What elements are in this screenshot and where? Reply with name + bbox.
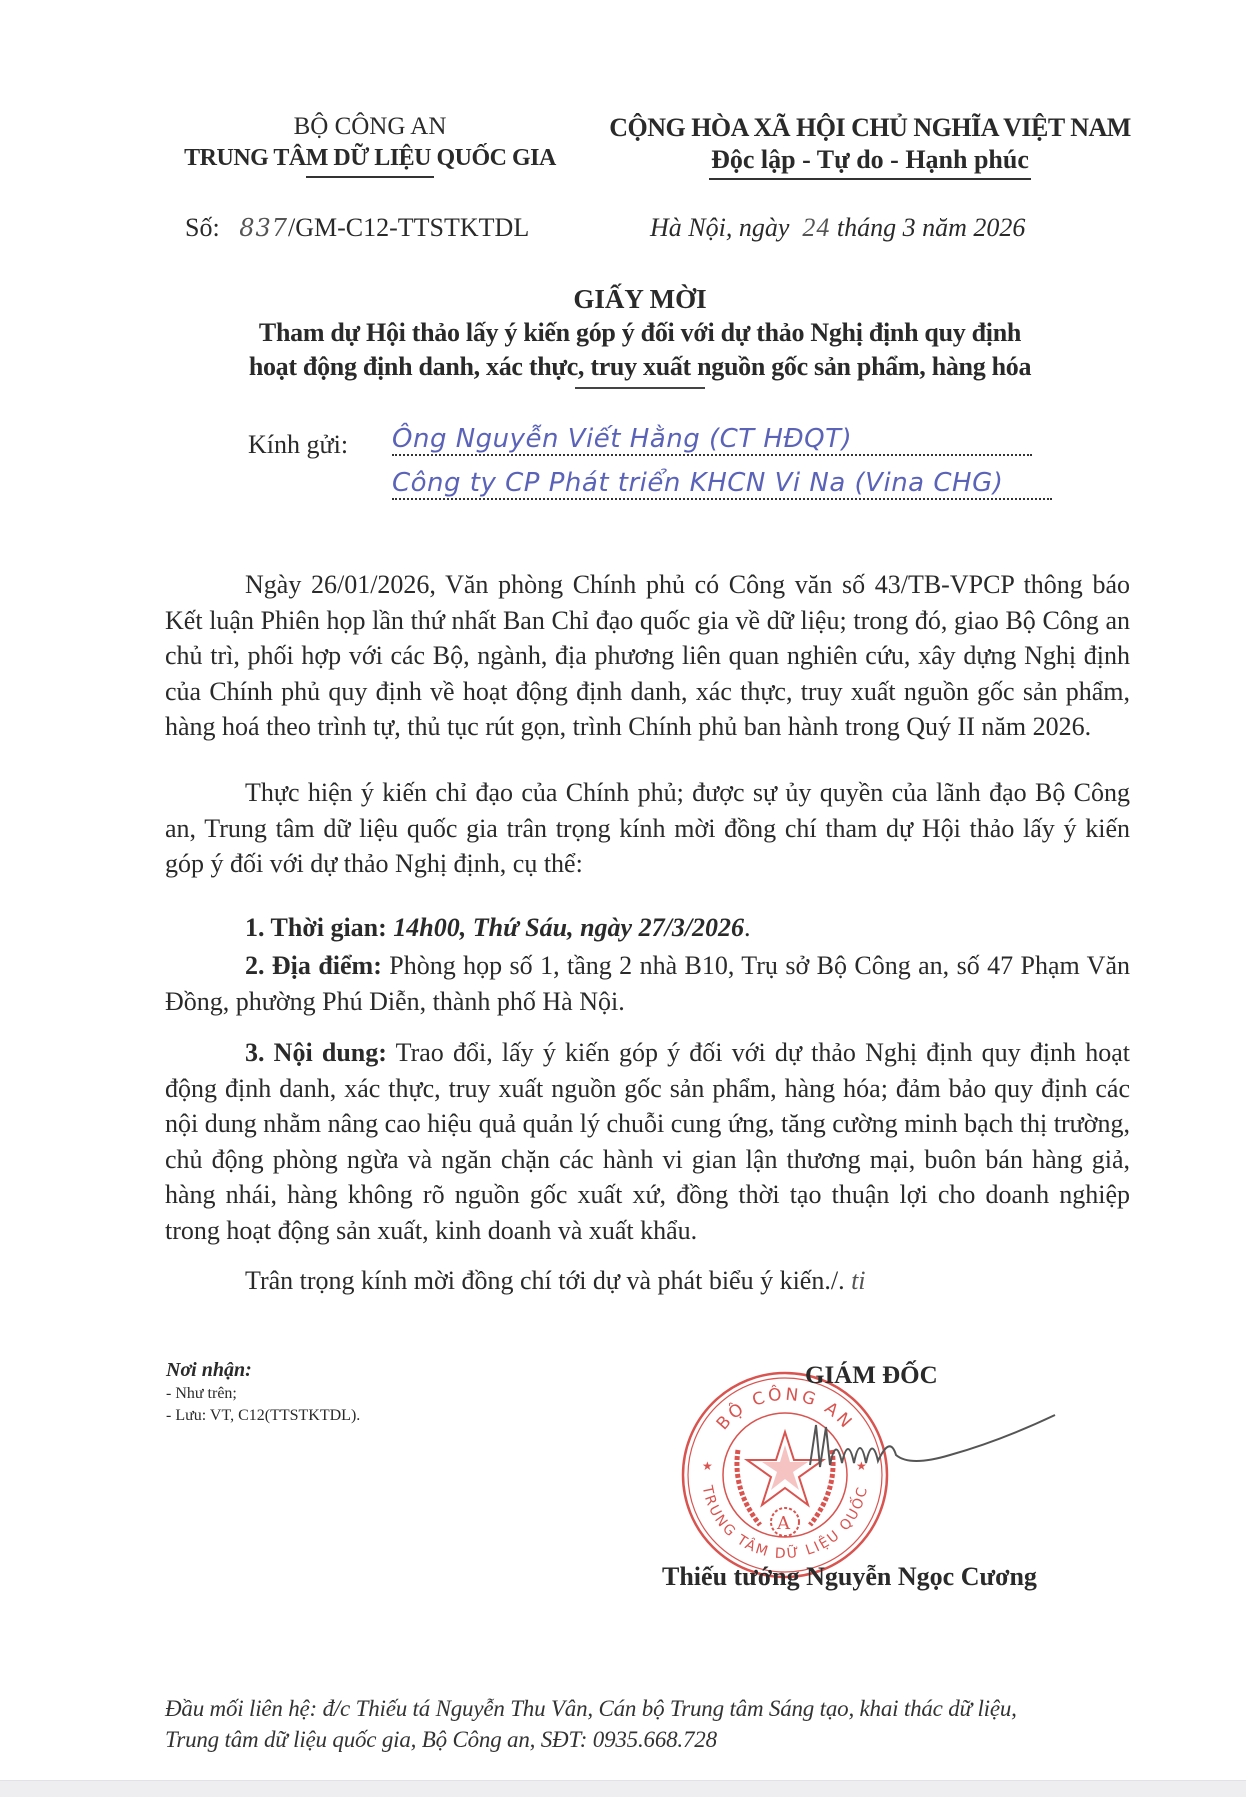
document-type: GIẤY MỜI: [573, 284, 707, 314]
country-name: CỘNG HÒA XÃ HỘI CHỦ NGHĨA VIỆT NAM: [609, 113, 1131, 142]
item-content: [165, 1035, 1130, 1248]
item-label: 2. Địa điểm:: [245, 951, 382, 980]
page-bottom-edge: [0, 1780, 1246, 1797]
issuing-agency-header: [160, 112, 580, 178]
svg-text:★: ★: [856, 1459, 867, 1473]
item-value: Trao đổi, lấy ý kiến góp ý đối với dự thảo Nghị định quy định hoạt động định danh, xác thực, truy xuất nguồn gốc sản phẩm, hàng hóa; đảm bảo quy định các nội dung nhằm nâng cao hiệu quả quản lý chuỗi cung ứng, tăng cường minh bạch thị trường, chủ động phòng ngừa và ngăn chặn các hành vi gian lận thương mại, buôn bán hàng giả, hàng nhái, hàng không rõ nguồn gốc xuất xứ, đồng thời tạo thuận lợi cho doanh nghiệp trong hoạt động sản xuất, kinh doanh và xuất khẩu.: [165, 1038, 1130, 1245]
date-suffix: tháng 3 năm 2026: [836, 213, 1026, 242]
svg-text:TRUNG TÂM DỮ LIỆU QUỐC: TRUNG TÂM DỮ LIỆU QUỐC: [698, 1484, 872, 1563]
contact-info: [165, 1693, 1145, 1755]
handwritten-initial: ti: [851, 1266, 866, 1295]
date-prefix: Hà Nội, ngày: [650, 213, 790, 242]
national-header: [600, 112, 1140, 180]
handwritten-signature-icon: [800, 1405, 1060, 1485]
recipients-list-item: - Như trên;: [166, 1385, 237, 1402]
national-motto: Độc lập - Tự do - Hạnh phúc: [711, 145, 1029, 174]
body-paragraph-2: [165, 775, 1130, 882]
document-number-suffix: /GM-C12-TTSTKTDL: [288, 213, 530, 242]
recipients-list: [166, 1357, 360, 1427]
header-left-divider: [306, 176, 434, 178]
signer-position: GIÁM ĐỐC: [805, 1362, 938, 1389]
contact-line-1: Đầu mối liên hệ: đ/c Thiếu tá Nguyễn Thu Vân, Cán bộ Trung tâm Sáng tạo, khai thác dữ liệu,: [165, 1696, 1017, 1721]
item-time: 1. Thời gian: 14h00, Thứ Sáu, ngày 27/3/2026.: [245, 913, 751, 942]
contact-line-2: Trung tâm dữ liệu quốc gia, Bộ Công an, SĐT: 0935.668.728: [165, 1727, 717, 1752]
recipient-label: Kính gửi:: [248, 430, 349, 459]
signer-name: Thiếu tướng Nguyễn Ngọc Cương: [662, 1562, 1037, 1591]
svg-text:BỘ CÔNG AN: BỘ CÔNG AN: [712, 1384, 858, 1435]
handwritten-document-number: 837: [239, 214, 288, 242]
item-location: [165, 948, 1130, 1019]
recipients-list-item: - Lưu: VT, C12(TTSTKTDL).: [166, 1407, 361, 1424]
item-label: 1. Thời gian:: [245, 913, 387, 942]
issue-date: [650, 213, 1025, 243]
item-label: 3. Nội dung:: [245, 1038, 387, 1067]
paragraph-text: Ngày 26/01/2026, Văn phòng Chính phủ có Công văn số 43/TB-VPCP thông báo Kết luận Phiên họp lần thứ nhất Ban Chỉ đạo quốc gia về dữ liệu; trong đó, giao Bộ Công an chủ trì, phối hợp với các Bộ, ngành, địa phương liên quan nghiên cứu, xây dựng Nghị định của Chính phủ quy định về hoạt động định danh, xác thực, truy xuất nguồn gốc sản phẩm, hàng hoá theo trình tự, thủ tục rút gọn, trình Chính phủ ban hành trong Quý II năm 2026.: [165, 570, 1130, 741]
agency-name: TRUNG TÂM DỮ LIỆU QUỐC GIA: [184, 145, 556, 171]
header-right-divider: [709, 178, 1031, 180]
item-value: Phòng họp số 1, tầng 2 nhà B10, Trụ sở Bộ Công an, số 47 Phạm Văn Đồng, phường Phú Diễn, thành phố Hà Nội.: [165, 951, 1130, 1016]
document-number: [185, 213, 529, 243]
paragraph-text: Thực hiện ý kiến chỉ đạo của Chính phủ; được sự ủy quyền của lãnh đạo Bộ Công an, Trung tâm dữ liệu quốc gia trân trọng kính mời đồng chí tham dự Hội thảo lấy ý kiến góp ý đối với dự thảo Nghị định, cụ thể:: [165, 778, 1130, 878]
body-paragraph-1: [165, 567, 1130, 745]
ministry-name: BỘ CÔNG AN: [293, 113, 447, 140]
recipients-list-title: Nơi nhận:: [166, 1359, 252, 1381]
handwritten-day: 24: [802, 213, 831, 242]
svg-text:★: ★: [702, 1459, 713, 1473]
svg-text:A: A: [777, 1513, 790, 1534]
handwritten-recipient-name: Ông Nguyễn Viết Hằng (CT HĐQT): [392, 424, 1032, 456]
subject-line-2: hoạt động định danh, xác thực, truy xuất nguồn gốc sản phẩm, hàng hóa: [248, 352, 1032, 381]
subject-line-1: Tham dự Hội thảo lấy ý kiến góp ý đối với dự thảo Nghị định quy định: [258, 318, 1022, 347]
closing-text: Trân trọng kính mời đồng chí tới dự và phát biểu ý kiến./.: [245, 1266, 845, 1295]
closing-sentence: [165, 1263, 1130, 1299]
item-value: 14h00, Thứ Sáu, ngày 27/3/2026: [393, 913, 745, 942]
title-divider: [575, 387, 705, 389]
document-number-label: Số:: [185, 213, 220, 242]
document-title-block: [150, 282, 1130, 389]
handwritten-recipient-company: Công ty CP Phát triển KHCN Vi Na (Vina CHG): [392, 468, 1052, 500]
